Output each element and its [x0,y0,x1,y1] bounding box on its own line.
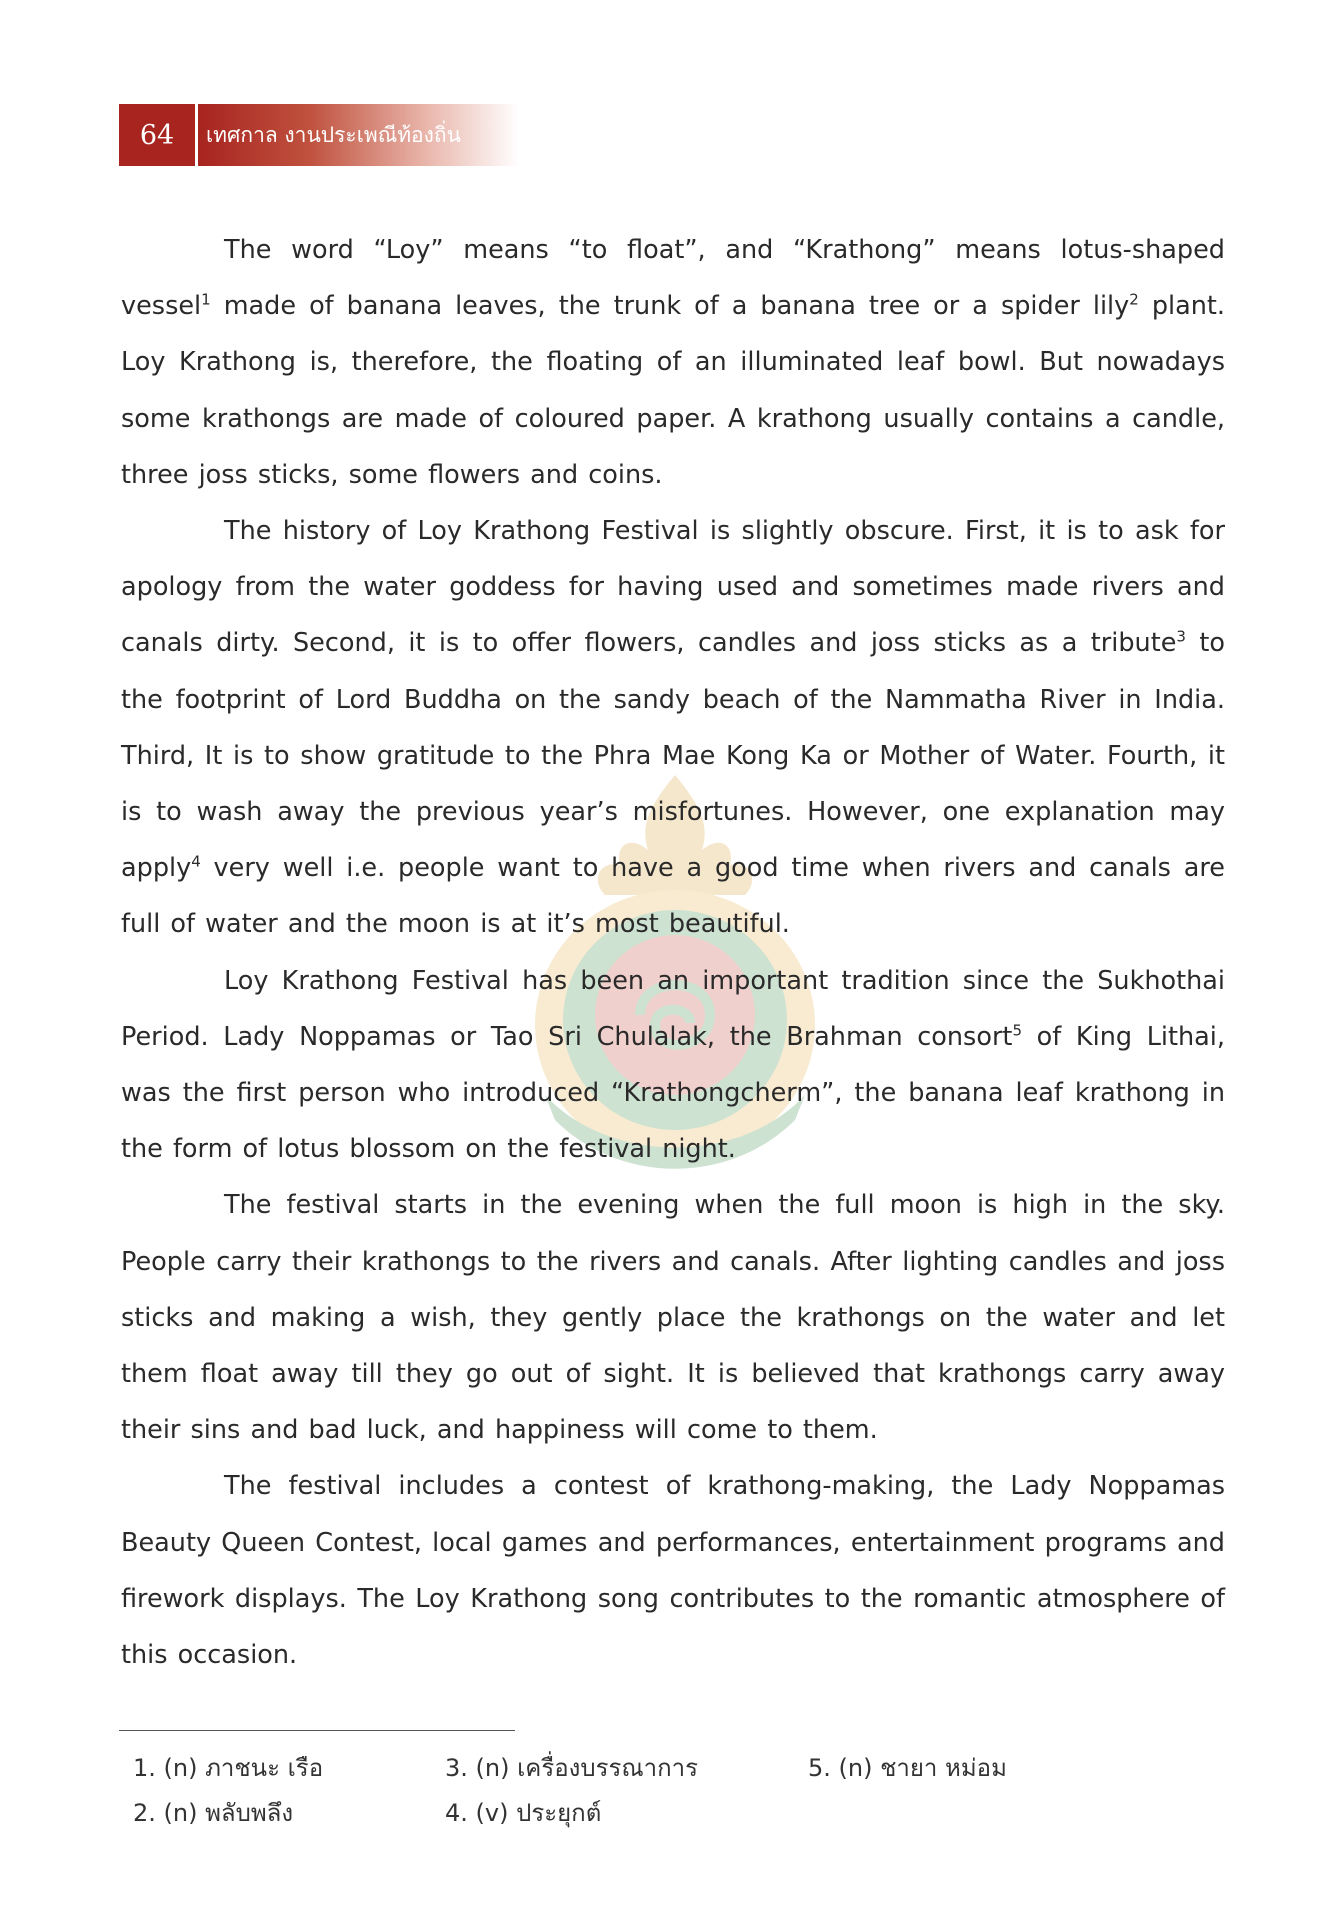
footnote-3: 3. (n) เครื่องบรรณาการ [445,1754,699,1782]
footnote-divider [119,1730,515,1731]
footnote-ref-2: 2 [1129,290,1139,309]
paragraph-5: The festival includes a contest of krathong-making, the Lady Noppamas Beauty Queen Contest, local games and performances, entertainment programs and firework displays. The Loy Krathong song contributes to the romantic atmosphere of this occasion. [121,1471,1225,1671]
footnote-ref-4: 4 [191,852,201,871]
page-header [119,104,519,166]
footnote-5: 5. (n) ชายา หม่อม [808,1754,1007,1782]
footnote-ref-1: 1 [201,290,211,309]
footnote-ref-3: 3 [1176,627,1186,646]
footnote-1: 1. (n) ภาชนะ เรือ [133,1754,324,1782]
footnote-ref-5: 5 [1012,1021,1022,1040]
footnote-2: 2. (n) พลับพลึง [133,1799,294,1827]
paragraph-3: Loy Krathong Festival has been an important tradition since the Sukhothai Period. Lady Noppamas or Tao Sri Chulalak, the Brahman consort$^5$ of King Lithai, was the first person who introduced “Krathongcherm”, the banana leaf krathong in the form of lotus blossom on the festival night. [121,965,1225,1165]
running-title: เทศกาล งานประเพณีท้องถิ่น [198,104,519,166]
page-number: 64 [119,104,195,166]
paragraph-4: The festival starts in the evening when the full moon is high in the sky. People carry their krathongs to the rivers and canals. After lighting candles and joss sticks and making a wish, they gently place the krathongs on the water and let them float away till they go out of sight. It is believed that krathongs carry away their sins and bad luck, and happiness will come to them. [121,1190,1225,1446]
paragraph-1: The word “Loy” means “to float”, and “Krathong” means lotus-shaped vessel$^1$ made of banana leaves, the trunk of a banana tree or a spider lily$^2$ plant. Loy Krathong is, therefore, the floating of an illuminated leaf bowl. But nowadays some krathongs are made of coloured paper. A krathong usually contains a candle, three joss sticks, some flowers and coins. [121,235,1225,490]
footnote-4: 4. (v) ประยุกต์ [445,1799,602,1827]
body-text [121,222,1225,1683]
paragraph-2: The history of Loy Krathong Festival is slightly obscure. First, it is to ask for apology from the water goddess for having used and sometimes made rivers and canals dirty. Second, it is to offer flowers, candles and joss sticks as a tribute$^3$ to the footprint of Lord Buddha on the sandy beach of the Nammatha River in India. Third, It is to show gratitude to the Phra Mae Kong Ka or Mother of Water. Fourth, it is to wash away the previous year’s misfortunes. However, one explanation may apply$^4$ very well i.e. people want to have a good time when rivers and canals are full of water and the moon is at it’s most beautiful. [121,516,1225,940]
